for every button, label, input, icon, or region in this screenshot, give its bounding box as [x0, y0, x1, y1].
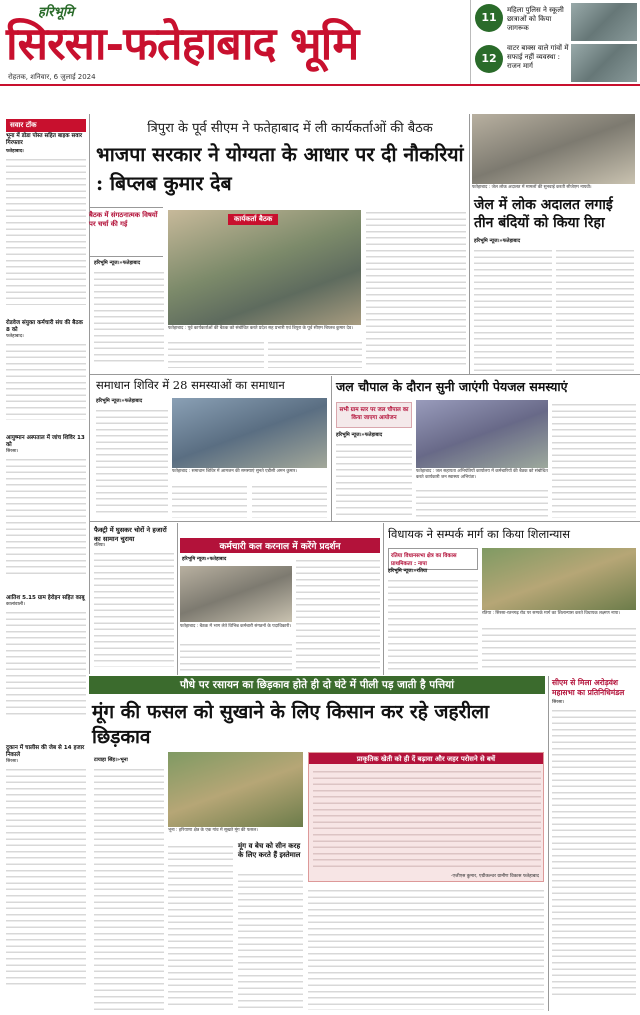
jail-text-col-2 [556, 246, 634, 371]
chaupal-pull-quote: सभी ग्राम स्तर पर जल चौपाल का किया जाएगा आयोजन [336, 402, 412, 428]
left-story-4-dateline: कालांवाली। [6, 602, 25, 607]
left-story-1-head: भूना में डोडा पोस्त सहित बाइक सवार गिरफ्तार [6, 133, 83, 146]
samadhan-text-col-2 [172, 482, 247, 518]
mla-byline: हरिभूमि न्यूज।»रतिया [388, 568, 428, 574]
left-story-2-dateline: फतेहाबाद। [6, 334, 24, 339]
chaupal-text-col-2 [416, 486, 548, 518]
left-column-label: सवार टॉक [6, 119, 86, 132]
factory-story[interactable] [94, 526, 174, 667]
left-story-1-text [6, 155, 86, 305]
karnal-headline[interactable]: कर्मचारी कल करनाल में करेंगे प्रदर्शन [180, 538, 380, 553]
factory-divider [177, 523, 178, 675]
left-column [6, 119, 86, 132]
samadhan-byline: हरिभूमि न्यूज।»फतेहाबाद [96, 398, 143, 404]
rail-text-2[interactable]: वाटर बाक्स वाले गांवों में सफाई नहीं व्यवस्था : राजन मार्ग [507, 44, 569, 70]
chaupal-text-col-3 [552, 400, 636, 518]
samadhan-headline[interactable]: समाधान शिविर में 28 समस्याओं का समाधान [96, 378, 285, 392]
masthead-dateline: रोहतक, शनिवार, 6 जुलाई 2024 [8, 73, 96, 81]
chaupal-photo [416, 400, 548, 468]
pesticide-box [308, 752, 544, 882]
lead-side-note-box [89, 207, 163, 257]
mla-headline[interactable]: विधायक ने सम्पर्क मार्ग का किया शिलान्यास [388, 527, 571, 541]
chaupal-headline[interactable]: जल चौपाल के दौरान सुनी जाएंगी पेयजल समस्याएं [336, 379, 568, 394]
left-story-5-head: दुकान में चालीस की जेब से 14 हजार निकाले [6, 745, 85, 758]
factory-text [94, 549, 174, 667]
pesticide-text-col-3 [238, 870, 303, 1010]
left-story-1-dateline: फतेहाबाद। [6, 149, 24, 154]
council-divider [548, 676, 549, 1011]
mla-sub: रतिया विधानसभा क्षेत्र का विकास प्राथमिकता : नापा [388, 548, 478, 570]
left-story-4-head: आतिश 5.15 ग्राम हेरोइन सहित काबू [6, 595, 85, 601]
lead-headline[interactable]: भाजपा सरकार ने योग्यता के आधार पर दी नौकरियां : बिप्लब कुमार देब [96, 143, 464, 195]
left-story-2-text [6, 340, 86, 420]
jail-byline: हरिभूमि न्यूज।»फतेहाबाद [474, 238, 521, 244]
pesticide-box-text [313, 767, 541, 867]
karnal-byline: हरिभूमि न्यूज।»फतेहाबाद [182, 557, 227, 562]
factory-headline: फैक्ट्री में घुसकर चोरों ने हजारों का सामान चुराया [94, 526, 167, 543]
rail-photo-2 [571, 44, 637, 82]
masthead-title: सिरसा-फतेहाबाद भूमि [6, 17, 359, 70]
pesticide-sidehead: मूंग व बेच को सीन करह के लिए करते हैं इस्तेमाल [238, 842, 301, 859]
rail-photo-1 [571, 3, 637, 41]
left-story-2-head: रोडवेज संयुक्त कर्मचारी संघ की बैठक 8 को [6, 320, 83, 333]
left-column-divider [89, 114, 90, 674]
mid-rule-2 [89, 521, 640, 522]
lead-side-note: बैठक में संगठनात्मक विषयों पर चर्चा की गई [89, 211, 158, 228]
karnal-photo-caption: फतेहाबाद : बैठक में भाग लेते विभिन्न कर्मचारी संगठनों के पदाधिकारी। [180, 624, 292, 629]
masthead-brand: हरिभूमि [38, 5, 74, 20]
jail-photo-caption: फतेहाबाद : जेल लोक अदालत में मामलों की सुनवाई करती सीजेएम नायवी। [472, 185, 592, 190]
left-story-1[interactable] [6, 133, 86, 305]
left-story-3[interactable] [6, 435, 86, 575]
left-story-2[interactable] [6, 320, 86, 420]
lead-kicker: त्रिपुरा के पूर्व सीएम ने फतेहाबाद में ली कार्यकर्ताओं की बैठक [147, 121, 433, 136]
lead-text-col-2 [168, 338, 264, 368]
council-dateline: सिरसा। [552, 700, 565, 705]
lead-text-col-1 [94, 268, 164, 364]
left-story-4[interactable] [6, 595, 86, 718]
jail-photo [472, 114, 635, 184]
pesticide-box-head: प्राकृतिक खेती को ही दें बढ़ावा और जहर परोसने से बचें [309, 753, 543, 764]
chaupal-photo-caption: फतेहाबाद : जल सहायता अभियंतियों कार्यालय में कर्मचारियों की बैठक को संबोधित करते कार्यकारी जन स्वास्थ्य अभियंता। [416, 469, 548, 480]
lead-byline: हरिभूमि न्यूज।»फतेहाबाद [94, 260, 141, 266]
left-story-3-dateline: सिरसा। [6, 449, 19, 454]
pesticide-text-col-1 [94, 765, 164, 1010]
mla-divider [383, 523, 384, 675]
karnal-text-col-2 [180, 640, 292, 672]
mid-rule-1 [89, 374, 640, 375]
left-story-5-text [6, 765, 86, 985]
samadhan-text-col-1 [96, 406, 168, 516]
chaupal-text-col-1 [336, 440, 412, 518]
lead-photo [168, 210, 361, 325]
rail-number-1: 11 [475, 4, 503, 32]
council-story[interactable] [552, 678, 636, 1008]
mla-text-col-1 [388, 576, 478, 672]
left-story-5[interactable] [6, 745, 86, 985]
rail-number-2: 12 [475, 45, 503, 73]
pesticide-byline: टायाहा सिंह।»भूना [94, 757, 128, 763]
council-text [552, 706, 636, 996]
mla-photo [482, 548, 636, 610]
samadhan-text-col-3 [252, 482, 327, 518]
jail-headline[interactable]: जेल में लोक अदालत लगाई तीन बंदियों को किया रिहा [474, 197, 613, 231]
left-story-5-dateline: सिरसा। [6, 759, 19, 764]
samadhan-divider [331, 376, 332, 521]
council-headline: सीएम से मिला अरोड़वंश महासभा का प्रतिनिधिमंडल [552, 678, 625, 697]
lead-text-col-3 [268, 338, 362, 368]
mla-photo-caption: रतिया : सिरसा-रतनगढ़ रोड पर सम्पर्क मार्ग का शिलान्यास करते विधायक लक्ष्मण नापा। [482, 611, 620, 616]
left-story-3-text [6, 455, 86, 575]
left-story-4-text [6, 608, 86, 718]
pesticide-kicker: पौधे पर रसायन का छिड़काव होते ही दो घंटे में पीली पड़ जाती है पत्तियां [89, 676, 545, 694]
lead-text-col-4 [366, 208, 466, 368]
samadhan-photo-caption: फतेहाबाद : समाधान शिविर में आमजन की समस्याएं सुनते एडीसी अमन कुमार। [172, 469, 297, 474]
masthead-rule [0, 84, 640, 86]
pesticide-photo-caption: भूना : हरियाणा क्षेत्र के एक गांव में सूखते मूंग की फसल। [168, 828, 258, 833]
left-story-3-head: आयुष्मान अस्पताल में जांच शिविर 13 को [6, 435, 85, 448]
samadhan-photo [172, 398, 327, 468]
pesticide-text-col-2 [168, 842, 233, 1010]
chaupal-byline: हरिभूमि न्यूज।»फतेहाबाद [336, 432, 383, 438]
karnal-text-col [296, 556, 380, 672]
pesticide-headline[interactable]: मूंग की फसल को सुखाने के लिए किसान कर रहे जहरीला छिड़काव [92, 701, 490, 748]
pesticide-box-sign: -एजीएस कुमार, एग्रीकल्चर ग्रामीण विकास फतेहाबाद [450, 874, 539, 879]
jail-divider [469, 114, 470, 374]
lead-photo-sign: कार्यकर्ता बैठक [228, 214, 278, 225]
pesticide-text-col-4 [308, 886, 544, 1010]
mla-text-col-2 [482, 624, 636, 672]
masthead-rail [470, 0, 640, 86]
pesticide-photo [168, 752, 303, 827]
lead-photo-caption: फतेहाबाद : पूर्व कार्यकर्ताओं की बैठक को संबोधित करते प्रदेश सह प्रभारी एवं त्रिपुरा के पूर्व सीएम बिप्लब कुमार देव। [168, 326, 353, 331]
karnal-photo [180, 566, 292, 622]
factory-dateline: रतिया। [94, 543, 106, 548]
rail-text-1[interactable]: महिला पुलिस ने स्कूली छात्राओं को किया जागरूक [507, 6, 564, 32]
jail-text-col-1 [474, 246, 552, 371]
